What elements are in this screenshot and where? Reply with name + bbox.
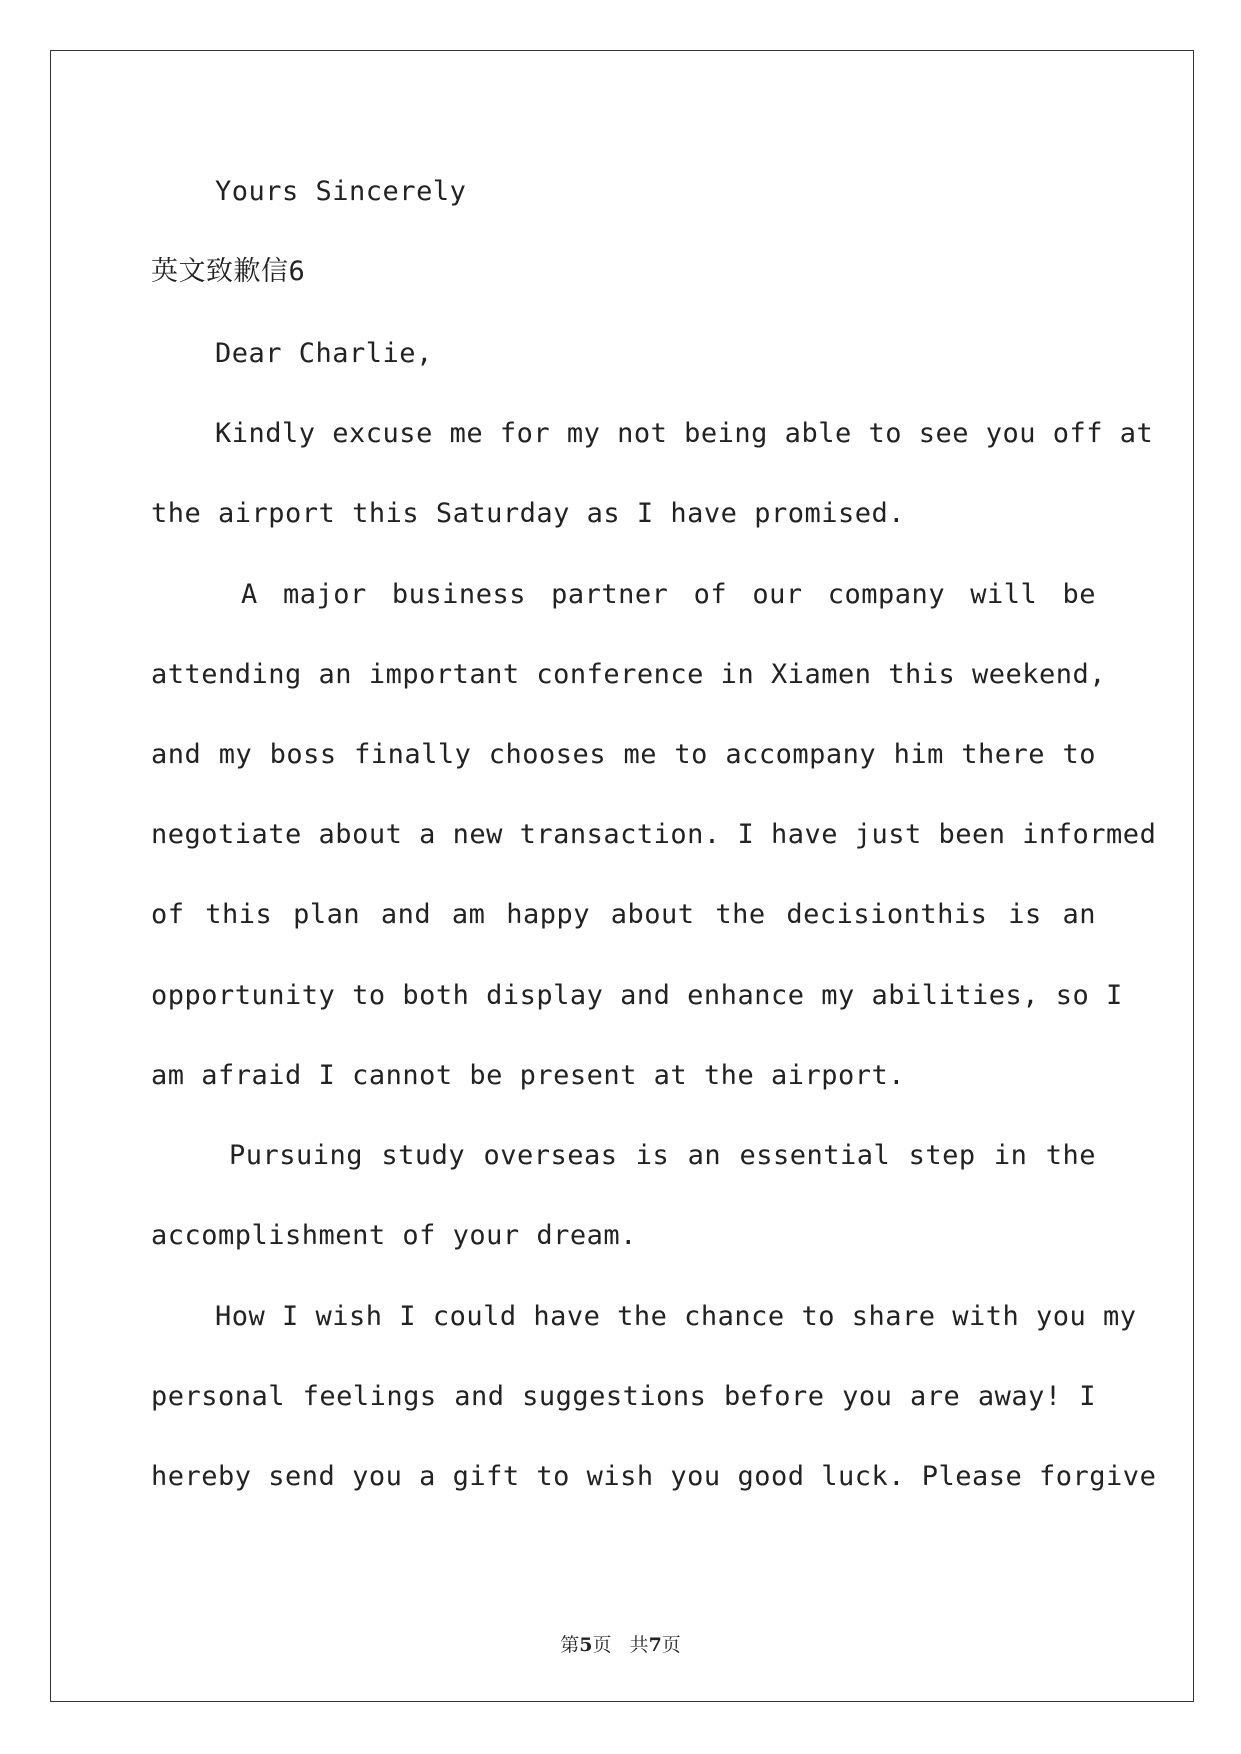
paragraph-line: am afraid I cannot be present at the airport. <box>151 1060 905 1091</box>
paragraph-line: accomplishment of your dream. <box>151 1220 637 1251</box>
paragraph-line: A major business partner of our company will be <box>241 579 1096 610</box>
paragraph-line: Kindly excuse me for my not being able to see you off at <box>215 418 1154 449</box>
salutation: Dear Charlie, <box>215 338 433 369</box>
paragraph-line: personal feelings and suggestions before you are away! I <box>151 1381 1096 1412</box>
paragraph-line: Pursuing study overseas is an essential step in the <box>229 1140 1096 1171</box>
current-page-number: 5 <box>579 1634 593 1656</box>
paragraph-line: hereby send you a gift to wish you good luck. Please forgive <box>151 1461 1157 1492</box>
footer-suffix: 页 <box>661 1634 681 1656</box>
paragraph-line: How I wish I could have the chance to share with you my <box>215 1301 1137 1332</box>
section-title: 英文致歉信6 <box>151 256 306 287</box>
paragraph-line: opportunity to both display and enhance my abilities, so I <box>151 980 1123 1011</box>
paragraph-line: the airport this Saturday as I have promised. <box>151 498 905 529</box>
footer-prefix: 第 <box>560 1634 580 1656</box>
paragraph-line: of this plan and am happy about the decisionthis is an <box>151 899 1096 930</box>
footer-middle: 页 共 <box>592 1634 649 1656</box>
closing-line: Yours Sincerely <box>215 176 467 207</box>
page-border <box>50 50 1194 1702</box>
paragraph-line: and my boss finally chooses me to accompany him there to <box>151 739 1096 770</box>
paragraph-line: negotiate about a new transaction. I have just been informed <box>151 819 1157 850</box>
total-pages-number: 7 <box>648 1634 662 1656</box>
paragraph-line: attending an important conference in Xiamen this weekend, <box>151 659 1107 690</box>
page-footer <box>0 1630 1241 1657</box>
